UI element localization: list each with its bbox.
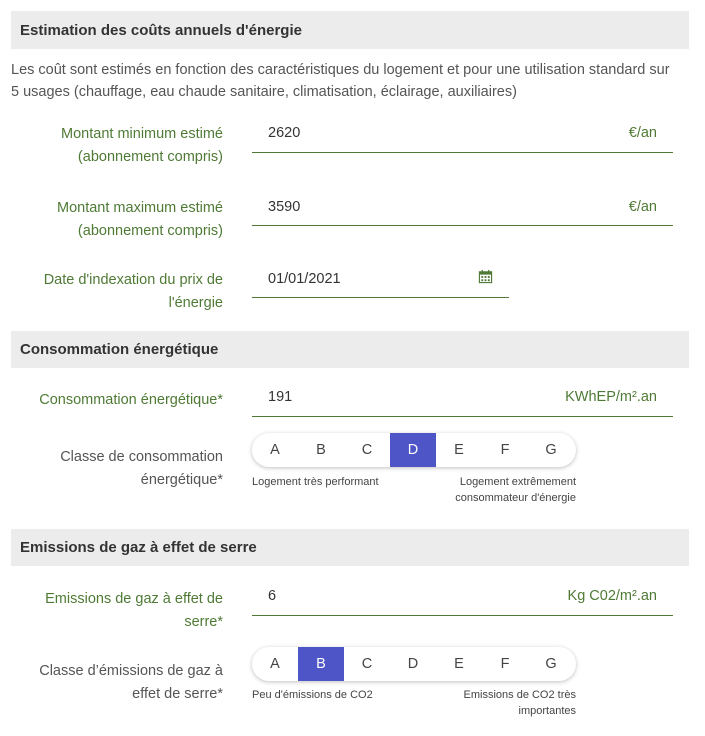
label-line: Classe de consommation	[60, 449, 223, 465]
label-line: serre*	[184, 614, 223, 630]
indexation-date-value: 01/01/2021	[268, 270, 341, 287]
energy-class-selector[interactable]	[252, 433, 576, 467]
class-option-d[interactable]: D	[390, 433, 436, 467]
section-header-energy-consumption	[11, 331, 689, 368]
min-amount-unit: €/an	[628, 125, 657, 141]
energy-consumption-value: 191	[268, 389, 293, 405]
label-line: Montant minimum estimé	[61, 126, 223, 142]
section-header-cost-estimation	[11, 11, 689, 49]
class-option-e[interactable]: E	[454, 656, 464, 672]
calendar-icon[interactable]	[478, 269, 493, 288]
energy-class-label	[3, 446, 223, 492]
class-option-c[interactable]: C	[361, 442, 373, 458]
label-line: l'énergie	[168, 295, 223, 311]
ghg-class-selector[interactable]	[252, 647, 576, 681]
class-option-e[interactable]: E	[454, 442, 464, 458]
ghg-emissions-unit: Kg C02/m².an	[567, 588, 657, 604]
caption-line: Emissions de CO2 très	[463, 689, 576, 701]
class-option-a[interactable]: A	[270, 656, 280, 672]
class-option-c[interactable]: C	[361, 656, 373, 672]
class-option-d[interactable]: D	[407, 656, 419, 672]
caption-line: Logement extrêmement	[459, 476, 576, 488]
ghg-emissions-label	[3, 588, 223, 634]
label-line: Montant maximum estimé	[57, 200, 223, 216]
label-line: Date d'indexation du prix de	[43, 272, 223, 288]
ghg-class-label	[3, 660, 223, 706]
section-title: Estimation des coûts annuels d'énergie	[20, 21, 302, 39]
max-amount-unit: €/an	[628, 198, 657, 215]
label-line: Emissions de gaz à effet de	[45, 591, 223, 607]
class-option-b[interactable]: B	[298, 647, 344, 681]
label-line: effet de serre*	[132, 686, 223, 702]
caption-line: importantes	[518, 705, 576, 717]
energy-consumption-label: Consommation énergétique*	[39, 392, 223, 408]
ghg-class-right-caption	[464, 687, 576, 719]
class-option-f[interactable]: F	[500, 656, 510, 672]
min-amount-value: 2620	[268, 125, 301, 141]
ghg-emissions-field[interactable]	[252, 577, 673, 616]
max-amount-field[interactable]	[252, 188, 673, 226]
min-amount-label	[3, 123, 223, 169]
intro-text: Les coût sont estimés en fonction des caractéristiques du logement et pour une utilisation standard sur 5 usages (chauffage, eau chaude sanitaire, climatisation, éclairage, auxiliaires)	[11, 62, 670, 100]
class-option-b[interactable]: B	[316, 442, 326, 458]
caption-line: consommateur d'énergie	[455, 492, 576, 504]
max-amount-label	[3, 197, 223, 243]
indexation-date-field[interactable]	[252, 260, 509, 298]
ghg-class-left-caption: Peu d'émissions de CO2	[252, 689, 373, 701]
section-header-ghg-emissions	[11, 529, 689, 566]
ghg-emissions-value: 6	[268, 588, 277, 604]
min-amount-field[interactable]	[252, 114, 673, 153]
class-option-a[interactable]: A	[270, 442, 280, 458]
energy-consumption-field[interactable]	[252, 378, 673, 417]
indexation-date-label	[3, 269, 223, 315]
section-title: Consommation énergétique	[20, 341, 219, 358]
section-title: Emissions de gaz à effet de serre	[20, 539, 257, 556]
energy-class-left-caption: Logement très performant	[252, 476, 379, 488]
class-option-g[interactable]: G	[545, 656, 557, 672]
label-line: (abonnement compris)	[77, 223, 223, 239]
energy-consumption-unit: KWhEP/m².an	[565, 389, 657, 405]
label-line: Classe d’émissions de gaz à	[39, 663, 223, 679]
class-option-f[interactable]: F	[500, 442, 510, 458]
label-line: (abonnement compris)	[77, 149, 223, 165]
label-line: énergétique*	[140, 472, 223, 488]
energy-class-right-caption	[455, 474, 576, 506]
class-option-g[interactable]: G	[545, 442, 557, 458]
max-amount-value: 3590	[268, 198, 301, 215]
